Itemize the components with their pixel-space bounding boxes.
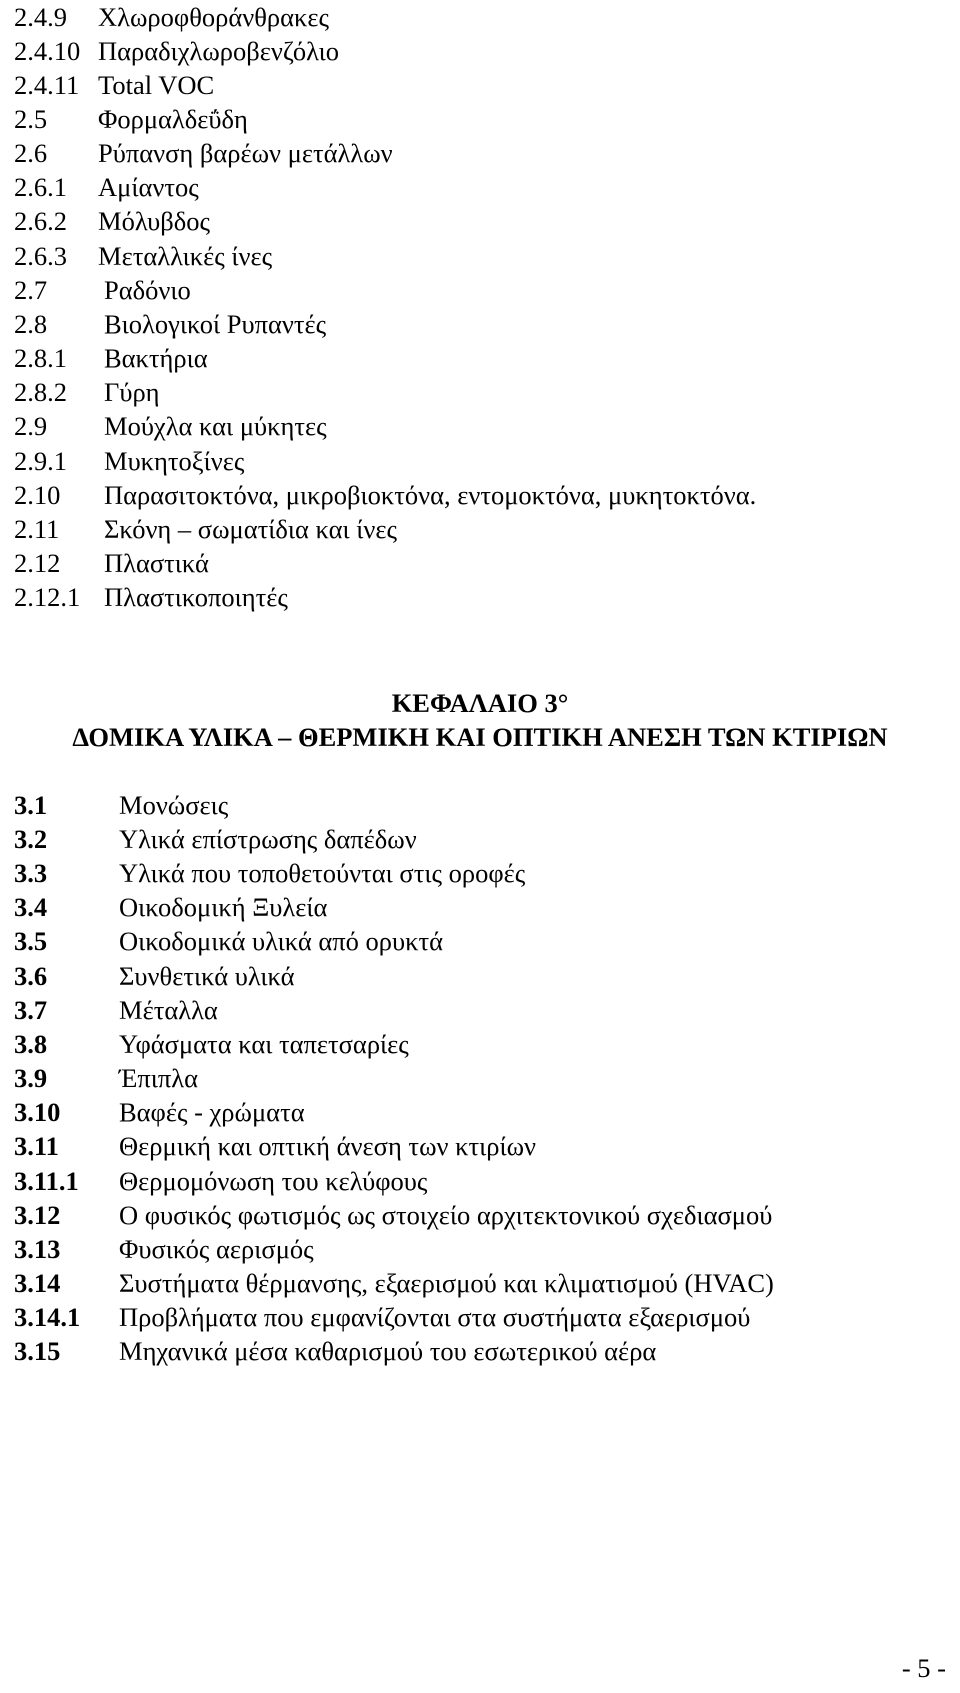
toc-entry-title: Έπιπλα [119, 1063, 199, 1093]
page-number: - 5 - [901, 1653, 946, 1683]
toc-entry-title: Ο φυσικός φωτισμός ως στοιχείο αρχιτεκτονικού σχεδιασμού [119, 1200, 773, 1230]
toc-entry-title: Μούχλα και μύκητες [104, 411, 327, 441]
toc-entry-number: 3.3 [14, 858, 48, 888]
toc-entry-number: 2.6.2 [14, 206, 67, 236]
toc-entry-number: 2.6.1 [14, 172, 67, 202]
toc-entry-number: 3.14 [14, 1268, 61, 1298]
toc-entry-number: 2.6.3 [14, 241, 67, 271]
chapter-number-heading: ΚΕΦΑΛΑΙΟ 3° [391, 688, 569, 718]
toc-entry-title: Total VOC [98, 70, 215, 100]
toc-entry-title: Παραδιχλωροβενζόλιο [98, 36, 340, 66]
toc-entry-number: 2.4.11 [14, 70, 80, 100]
toc-entry-title: Βαφές - χρώματα [119, 1097, 305, 1127]
toc-entry-title: Πλαστικοποιητές [104, 582, 288, 612]
toc-entry-title: Υφάσματα και ταπετσαρίες [119, 1029, 409, 1059]
toc-entry-number: 2.12.1 [14, 582, 81, 612]
toc-entry-title: Θερμική και οπτική άνεση των κτιρίων [119, 1131, 537, 1161]
toc-entry-title: Συστήματα θέρμανσης, εξαερισμού και κλιματισμού (HVAC) [119, 1268, 774, 1298]
toc-entry-number: 2.4.9 [14, 2, 67, 32]
toc-entry-number: 3.11 [14, 1131, 59, 1161]
toc-entry-number: 3.7 [14, 995, 48, 1025]
toc-entry-title: Προβλήματα που εμφανίζονται στα συστήματα εξαερισμού [119, 1302, 751, 1332]
toc-entry-title: Θερμομόνωση του κελύφους [119, 1166, 428, 1196]
toc-entry-number: 2.8.1 [14, 343, 67, 373]
toc-entry-title: Φυσικός αερισμός [119, 1234, 314, 1264]
toc-entry-number: 3.14.1 [14, 1302, 81, 1332]
toc-entry-number: 2.5 [14, 104, 48, 134]
toc-entry-title: Βιολογικοί Ρυπαντές [104, 309, 327, 339]
toc-entry-title: Σκόνη – σωματίδια και ίνες [104, 514, 398, 544]
toc-entry-number: 3.15 [14, 1336, 61, 1366]
toc-entry-number: 3.10 [14, 1097, 61, 1127]
toc-entry-title: Παρασιτοκτόνα, μικροβιοκτόνα, εντομοκτόνα, μυκητοκτόνα. [104, 480, 757, 510]
toc-entry-title: Υλικά επίστρωσης δαπέδων [119, 824, 417, 854]
toc-entry-number: 3.12 [14, 1200, 61, 1230]
toc-entry-number: 2.11 [14, 514, 60, 544]
toc-entry-title: Μυκητοξίνες [104, 446, 245, 476]
toc-entry-title: Μέταλλα [119, 995, 218, 1025]
toc-entry-number: 3.13 [14, 1234, 61, 1264]
toc-entry-number: 3.8 [14, 1029, 48, 1059]
toc-entry-title: Φορμαλδεΰδη [98, 104, 248, 134]
toc-entry-title: Οικοδομική Ξυλεία [119, 892, 328, 922]
toc-entry-title: Μόλυβδος [98, 206, 211, 236]
toc-entry-number: 2.7 [14, 275, 48, 305]
toc-entry-number: 2.12 [14, 548, 61, 578]
toc-entry-number: 3.2 [14, 824, 48, 854]
toc-entry-number: 2.8.2 [14, 377, 67, 407]
toc-entry-title: Γύρη [104, 377, 160, 407]
toc-entry-number: 2.9 [14, 411, 48, 441]
toc-entry-number: 3.9 [14, 1063, 48, 1093]
toc-entry-title: Χλωροφθοράνθρακες [98, 2, 330, 32]
chapter-title: ΔΟΜΙΚΑ ΥΛΙΚΑ – ΘΕΡΜΙΚΗ ΚΑΙ ΟΠΤΙΚΗ ΑΝΕΣΗ ΤΩΝ ΚΤΙΡΙΩΝ [72, 722, 888, 752]
toc-entry-title: Βακτήρια [104, 343, 208, 373]
toc-entry-number: 2.9.1 [14, 446, 67, 476]
toc-entry-number: 2.4.10 [14, 36, 81, 66]
toc-entry-title: Πλαστικά [104, 548, 209, 578]
toc-entry-title: Συνθετικά υλικά [119, 961, 295, 991]
toc-entry-number: 3.5 [14, 926, 48, 956]
toc-entry-title: Μονώσεις [119, 790, 229, 820]
toc-entry-number: 3.6 [14, 961, 48, 991]
toc-entry-title: Ρύπανση βαρέων μετάλλων [98, 138, 393, 168]
toc-entry-title: Οικοδομικά υλικά από ορυκτά [119, 926, 444, 956]
toc-entry-number: 2.8 [14, 309, 48, 339]
toc-entry-number: 3.4 [14, 892, 48, 922]
toc-entry-title: Μεταλλικές ίνες [98, 241, 273, 271]
toc-entry-number: 2.10 [14, 480, 61, 510]
toc-entry-title: Μηχανικά μέσα καθαρισμού του εσωτερικού αέρα [119, 1336, 657, 1366]
toc-entry-number: 3.11.1 [14, 1166, 79, 1196]
toc-entry-title: Υλικά που τοποθετούνται στις οροφές [119, 858, 526, 888]
toc-entry-title: Ραδόνιο [104, 275, 191, 305]
toc-entry-title: Αμίαντος [98, 172, 199, 202]
toc-entry-number: 2.6 [14, 138, 48, 168]
toc-entry-number: 3.1 [14, 790, 48, 820]
